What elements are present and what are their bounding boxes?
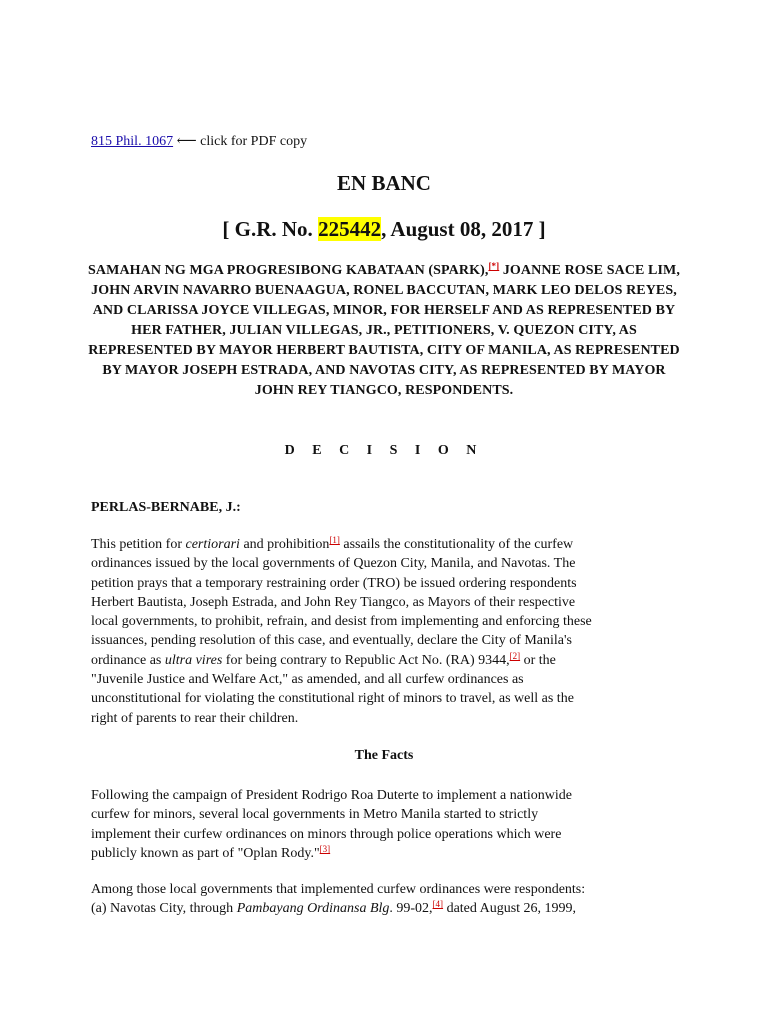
text-line: Herbert Bautista, Joseph Estrada, and John Rey Tiangco, as Mayors of their respective bbox=[91, 594, 576, 610]
gr-prefix: [ G.R. No. bbox=[222, 217, 319, 241]
paragraph-petition bbox=[91, 535, 679, 728]
text-line: Following the campaign of President Rodrigo Roa Duterte to implement a nationwide bbox=[91, 788, 572, 803]
facts-heading: The Facts bbox=[354, 748, 414, 763]
decision-heading: D E C I S I O N bbox=[284, 443, 484, 458]
text-line: "Juvenile Justice and Welfare Act," as amended, and all curfew ordinances as bbox=[91, 672, 524, 688]
division-heading: EN BANC bbox=[337, 171, 431, 195]
footnote-1-link[interactable]: [1] bbox=[329, 535, 340, 545]
text-line: ordinances issued by the local governments of Quezon City, Manila, and Navotas. The bbox=[91, 556, 576, 572]
parties-part1: SAMAHAN NG MGA PROGRESIBONG KABATAAN (SPARK), bbox=[88, 263, 489, 278]
text-line: right of parents to rear their children. bbox=[91, 710, 299, 726]
footnote-2-link[interactable]: [2] bbox=[509, 650, 521, 661]
text-line: unconstitutional for violating the constitutional right of minors to travel, as well as the bbox=[91, 691, 574, 707]
paragraph-local-governments bbox=[91, 880, 679, 919]
footnote-star-link[interactable]: [*] bbox=[488, 261, 500, 271]
footnote-4-link[interactable]: [4] bbox=[432, 899, 444, 910]
case-parties bbox=[84, 261, 684, 401]
footnote-3-link[interactable]: [3] bbox=[319, 843, 331, 854]
text-line: local governments, to prohibit, refrain, and desist from implementing and enforcing these bbox=[91, 614, 592, 630]
ponente: PERLAS-BERNABE, J.: bbox=[91, 500, 241, 515]
pdf-copy-line bbox=[91, 133, 307, 151]
text-line: implement their curfew ordinances on minors through police operations which were bbox=[91, 826, 562, 842]
text-line: Among those local governments that implemented curfew ordinances were respondents: bbox=[91, 882, 586, 897]
text-line: (a) Navotas City, through Pambayang Ordinansa Blg. 99-02,[4] dated August 26, 1999, bbox=[91, 899, 577, 917]
gr-number-highlight: 225442 bbox=[318, 217, 382, 241]
text-line: petition prays that a temporary restraining order (TRO) be issued ordering respondents bbox=[91, 575, 577, 591]
text-line: publicly known as part of "Oplan Rody."[3] bbox=[91, 843, 331, 861]
text-line: This petition for certiorari and prohibition[1] assails the constitutionality of the curfew bbox=[91, 535, 574, 552]
citation-link[interactable]: 815 Phil. 1067 bbox=[91, 134, 174, 149]
text-line: curfew for minors, several local governments in Metro Manila started to strictly bbox=[91, 807, 539, 823]
case-number-heading bbox=[0, 216, 768, 242]
text-line: issuances, pending resolution of this case, and eventually, declare the City of Manila's bbox=[91, 633, 572, 649]
text-line: ordinance as ultra vires for being contrary to Republic Act No. (RA) 9344,[2] or the bbox=[91, 650, 556, 668]
citation-suffix: ⟵ click for PDF copy bbox=[173, 134, 308, 149]
gr-suffix: , August 08, 2017 ] bbox=[381, 217, 546, 241]
parties-part2: JOANNE ROSE SACE LIM, JOHN ARVIN NAVARRO BUENAAGUA, RONEL BACCUTAN, MARK LEO DELOS REYES, AND CLARISSA JOYCE VILLEGAS, MINOR, FOR HERSELF AND AS REPRESENTED BY HER FATHER, JULIAN VILLEGAS, JR., PETITIONERS, V. QUEZON CITY, AS REPRESENTED BY MAYOR HERBERT BAUTISTA, CITY OF MANILA, AS REPRESENTED BY MAYOR JOSEPH ESTRADA, AND NAVOTAS CITY, AS REPRESENTED BY MAYOR JOHN REY TIANGCO, RESPONDENTS. bbox=[88, 263, 680, 398]
paragraph-facts bbox=[91, 786, 679, 863]
